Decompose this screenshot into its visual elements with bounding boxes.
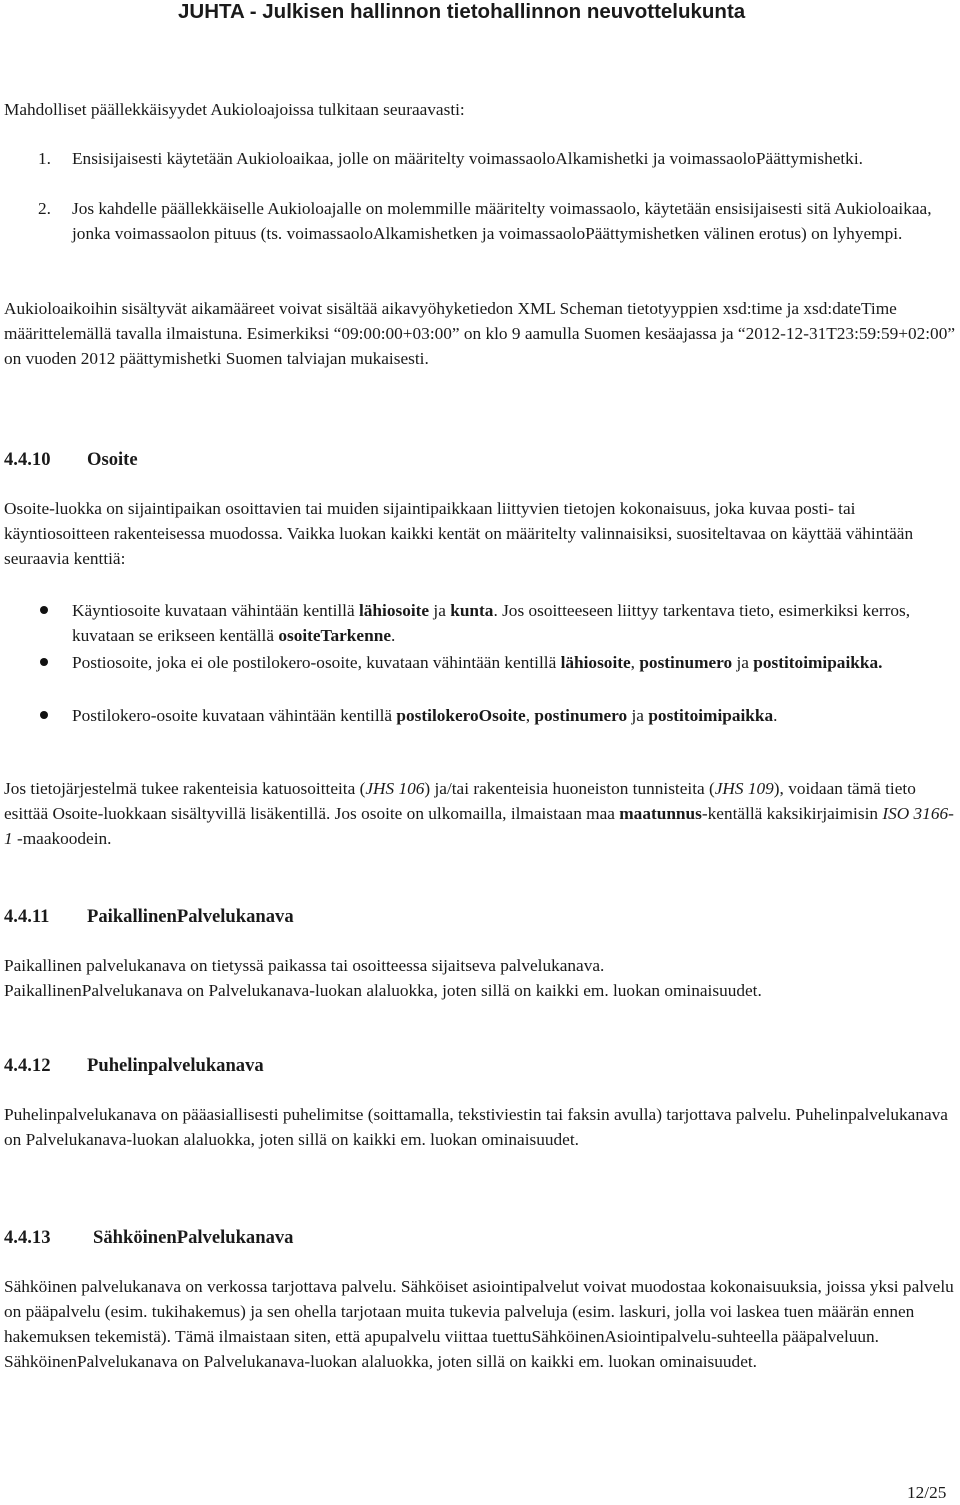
heading-title: SähköinenPalvelukanava <box>93 1227 294 1248</box>
heading-title: Osoite <box>87 449 138 470</box>
paragraph-text: Aukioloaikoihin sisältyvät aikamääreet voivat sisältää aikavyöhyketiedon XML Scheman tietotyyppien xsd:time ja xsd:dateTime määrittelemällä tavalla ilmaistuna. Esimerkiksi “09:00:00+03:00” on klo 9 aamulla Suomen kesäajassa ja “2012-12-31T23:59:59+02:00” on vuoden 2012 päättymishetki Suomen talviajan mukaisesti. <box>4 299 956 368</box>
bullet-text: Postiosoite, joka ei ole postilokero-osoite, kuvataan vähintään kentillä lähiosoite, postinumero ja postitoimipaikka. <box>72 653 883 672</box>
bullet-icon <box>40 658 48 666</box>
page-number: 12/25 <box>907 1483 947 1502</box>
list-text: Ensisijaisesti käytetään Aukioloaikaa, jolle on määritelty voimassaoloAlkamishetki ja voimassaoloPäättymishetki. <box>72 149 863 168</box>
page-header: JUHTA - Julkisen hallinnon tietohallinnon neuvottelukunta <box>178 0 746 23</box>
paragraph-puhelin <box>4 1102 956 1152</box>
list-text: Jos kahdelle päällekkäiselle Aukioloajalle on molemmille määritelty voimassaolo, käytetään ensisijaisesti sitä Aukioloaikaa, jonka voimassaolon pituus (ts. voimassaoloAlkamishetken ja voimassaoloPäättymishetken välinen erotus) on lyhyempi. <box>72 199 932 243</box>
paragraph-text: PaikallinenPalvelukanava on Palvelukanava-luokan alaluokka, joten sillä on kaikki em. luokan ominaisuudet. <box>4 981 762 1000</box>
paragraph-osoite <box>4 496 956 571</box>
heading-title: PaikallinenPalvelukanava <box>87 906 294 927</box>
paragraph-text: Puhelinpalvelukanava on pääasiallisesti puhelimitse (soittamalla, tekstiviestin tai faksin avulla) tarjottava palvelu. Puhelinpalvelukanava on Palvelukanava-luokan alaluokka, joten sillä on kaikki em. luokan ominaisuudet. <box>4 1105 948 1149</box>
intro-text: Mahdolliset päällekkäisyydet Aukioloajoissa tulkitaan seuraavasti: <box>4 100 465 119</box>
paragraph-intro <box>4 97 956 122</box>
heading-number: 4.4.10 <box>4 449 51 470</box>
bullet-text: Postilokero-osoite kuvataan vähintään kentillä postilokeroOsoite, postinumero ja postitoimipaikka. <box>72 706 778 725</box>
paragraph-text: Paikallinen palvelukanava on tietyssä paikassa tai osoitteessa sijaitseva palvelukanava. <box>4 956 605 975</box>
heading-title: Puhelinpalvelukanava <box>87 1055 264 1076</box>
paragraph-time-formats <box>4 296 956 371</box>
bullet-text: Käyntiosoite kuvataan vähintään kentillä lähiosoite ja kunta. Jos osoitteeseen liittyy tarkentava tieto, esimerkiksi kerros, kuvataan se erikseen kentällä osoiteTarkenne. <box>72 601 911 645</box>
heading-number: 4.4.13 <box>4 1227 51 1248</box>
paragraph-paikallinen <box>4 953 956 1003</box>
paragraph-jhs <box>4 776 956 851</box>
section-heading-4-4-12 <box>4 1053 264 1079</box>
section-heading-4-4-10 <box>4 447 138 473</box>
paragraph-text: Sähköinen palvelukanava on verkossa tarjottava palvelu. Sähköiset asiointipalvelut voivat muodostaa kokonaisuuksia, joissa yksi palvelu on pääpalvelu (esim. tukihakemus) ja sen ohella tarjotaan muita tukevia palveluja (esim. laskuri, jolla voi laskea tuen määrän ennen hakemuksen tekemistä). Tämä ilmaistaan siten, että apupalvelu viittaa tuettuSähköinenAsiointipalvelu-suhteella pääpalveluun. SähköinenPalvelukanava on Palvelukanava-luokan alaluokka, joten sillä on kaikki em. luokan ominaisuudet. <box>4 1277 954 1371</box>
heading-number: 4.4.11 <box>4 906 50 927</box>
paragraph-text: Jos tietojärjestelmä tukee rakenteisia katuosoitteita (JHS 106) ja/tai rakenteisia huoneiston tunnisteita (JHS 109), voidaan tämä tieto esittää Osoite-luokkaan sisältyvillä lisäkentillä. Jos osoite on ulkomailla, ilmaistaan maa maatunnus-kentällä kaksikirjaimisin ISO 3166-1 -maakoodein. <box>4 779 954 848</box>
section-heading-4-4-11 <box>4 904 294 930</box>
section-heading-4-4-13 <box>4 1225 293 1251</box>
bullet-icon <box>40 606 48 614</box>
bullet-icon <box>40 711 48 719</box>
paragraph-text: Osoite-luokka on sijaintipaikan osoittavien tai muiden sijaintipaikkaan liittyvien tietojen kokonaisuus, joka kuvaa posti- tai käyntiosoitteen rakenteisessa muodossa. Vaikka luokan kaikki kentät on määritelty valinnaisiksi, suositeltavaa on käyttää vähintään seuraavia kenttiä: <box>4 499 914 568</box>
list-number: 1. <box>38 149 51 168</box>
paragraph-sahkoinen <box>4 1274 956 1374</box>
list-number: 2. <box>38 199 51 218</box>
heading-number: 4.4.12 <box>4 1055 51 1076</box>
